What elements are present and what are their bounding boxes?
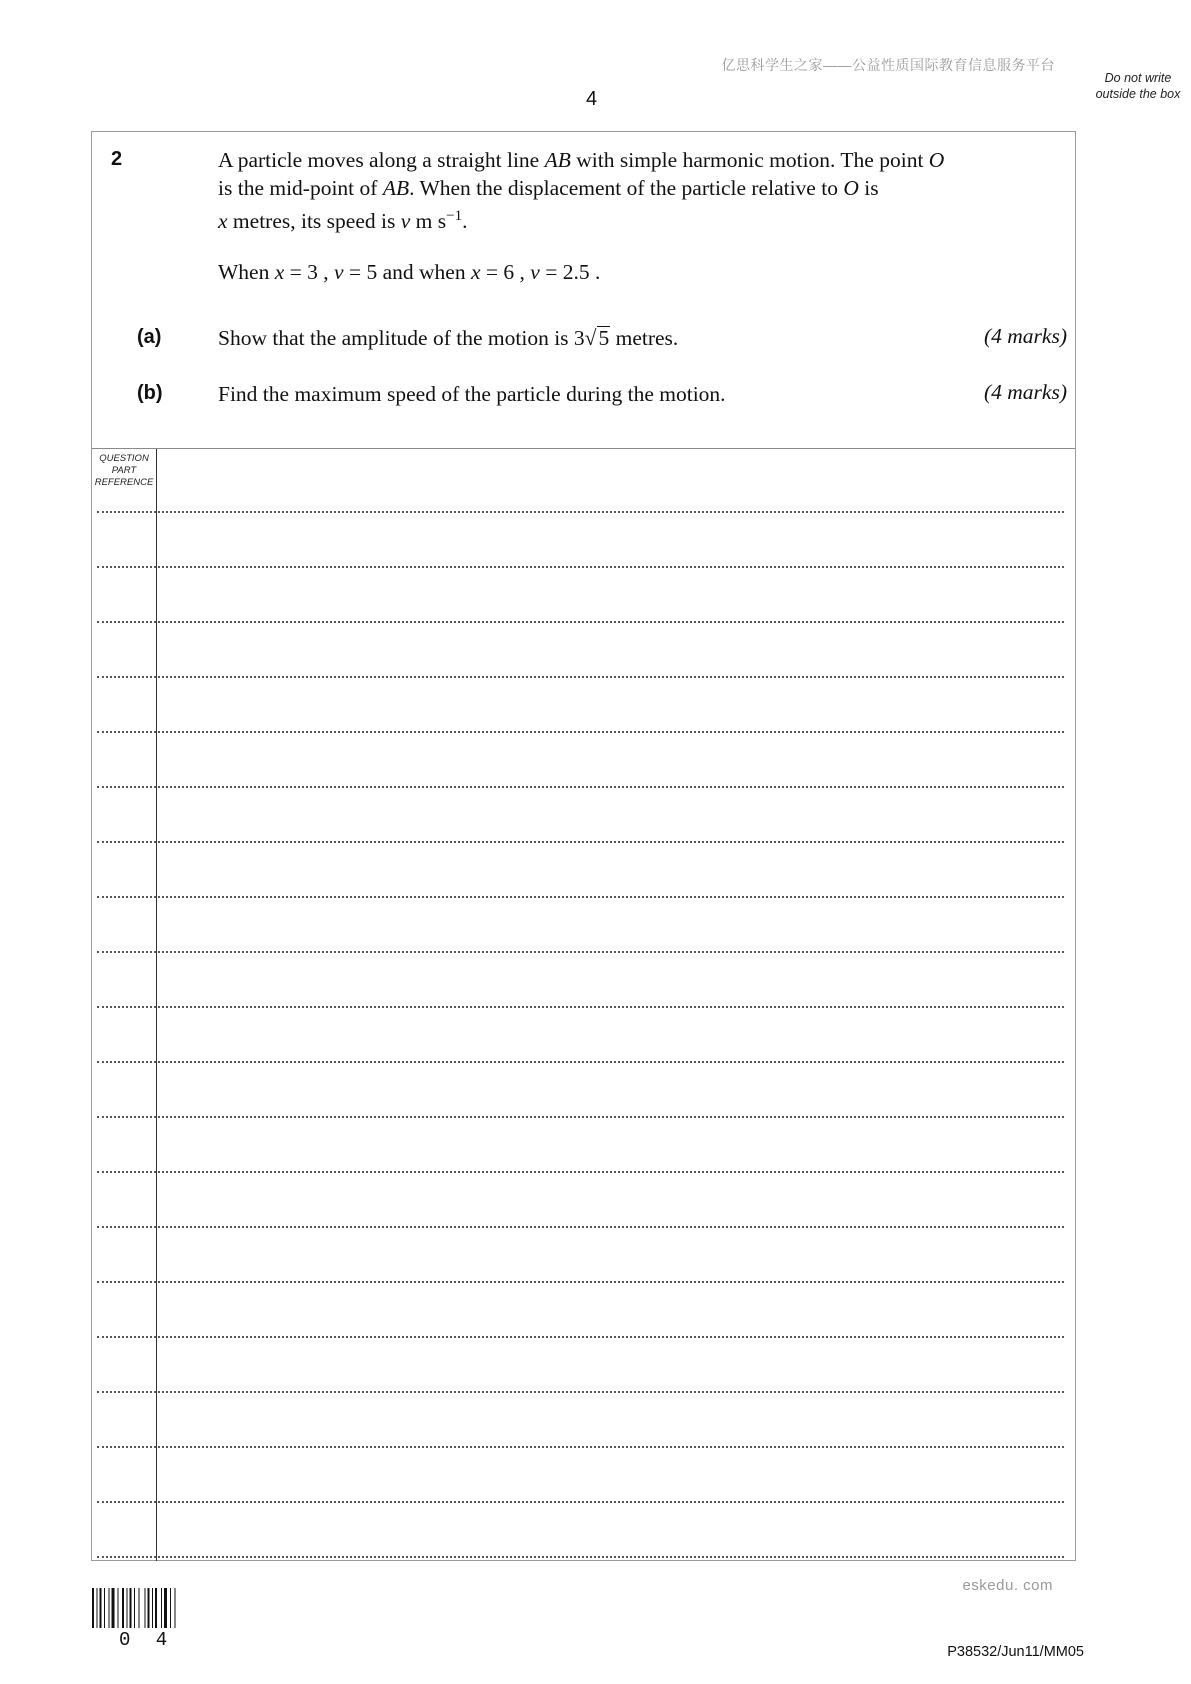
reference-column-divider <box>156 449 157 1561</box>
question-stem-line-1: A particle moves along a straight line AB with simple harmonic motion. The point O <box>218 148 945 172</box>
barcode-bar <box>152 1588 153 1628</box>
question-box <box>91 131 1076 1561</box>
answer-line[interactable] <box>97 621 1064 623</box>
barcode-bar <box>175 1588 176 1628</box>
barcode-bar <box>127 1588 128 1628</box>
barcode-bar <box>122 1588 124 1628</box>
barcode-bar <box>155 1588 157 1628</box>
answer-line[interactable] <box>97 1061 1064 1063</box>
watermark-text: 亿思科学生之家——公益性质国际教育信息服务平台 <box>721 57 1055 73</box>
part-b-marks: (4 marks) <box>984 380 1067 404</box>
part-a-text: Show that the amplitude of the motion is 3√5 metres. <box>218 326 679 350</box>
question-area <box>92 132 1075 449</box>
answer-line[interactable] <box>97 951 1064 953</box>
question-part-reference-header: QUESTION PART REFERENCE <box>94 453 154 488</box>
answer-area[interactable] <box>92 449 1075 1561</box>
page-number: 4 <box>586 88 598 110</box>
barcode-bar <box>145 1588 146 1628</box>
barcode-bar <box>139 1588 140 1628</box>
answer-line[interactable] <box>97 1446 1064 1448</box>
question-stem-line-2: is the mid-point of AB. When the displacement of the particle relative to O is <box>218 176 879 200</box>
barcode-bar <box>104 1588 105 1628</box>
answer-line[interactable] <box>97 896 1064 898</box>
barcode-bar <box>134 1588 135 1628</box>
answer-line[interactable] <box>97 786 1064 788</box>
margin-note: Do not write outside the box <box>1095 71 1181 101</box>
part-b-text: Find the maximum speed of the particle during the motion. <box>218 382 726 406</box>
barcode-bar <box>164 1588 167 1628</box>
part-b-label: (b) <box>137 382 163 404</box>
barcode-bar <box>170 1588 171 1628</box>
barcode-bar <box>148 1588 150 1628</box>
site-watermark: eskedu. com <box>962 1577 1053 1594</box>
answer-line[interactable] <box>97 511 1064 513</box>
part-a-label: (a) <box>137 326 162 348</box>
answer-line[interactable] <box>97 566 1064 568</box>
answer-line[interactable] <box>97 1281 1064 1283</box>
answer-line[interactable] <box>97 1226 1064 1228</box>
answer-line[interactable] <box>97 1501 1064 1503</box>
barcode-bar <box>109 1588 110 1628</box>
barcode-bar <box>100 1588 102 1628</box>
barcode-bar <box>161 1588 162 1628</box>
answer-line[interactable] <box>97 1116 1064 1118</box>
paper-reference: P38532/Jun11/MM05 <box>947 1644 1084 1660</box>
answer-line[interactable] <box>97 1336 1064 1338</box>
answer-line[interactable] <box>97 1391 1064 1393</box>
barcode-bar <box>118 1588 119 1628</box>
barcode-digits: 0 4 <box>119 1629 175 1651</box>
answer-line[interactable] <box>97 1171 1064 1173</box>
question-stem-line-3: x metres, its speed is v m $s^{-1}$. <box>218 208 468 234</box>
barcode-bar <box>130 1588 132 1628</box>
answer-line[interactable] <box>97 1556 1064 1558</box>
question-condition: When x = 3 , v = 5 and when x = 6 , v = 2.5 . <box>218 260 601 284</box>
answer-line[interactable] <box>97 676 1064 678</box>
part-a-marks: (4 marks) <box>984 324 1067 348</box>
barcode <box>92 1588 194 1628</box>
barcode-bar <box>92 1588 94 1628</box>
answer-line[interactable] <box>97 841 1064 843</box>
answer-line[interactable] <box>97 1006 1064 1008</box>
question-number: 2 <box>111 148 123 170</box>
barcode-bar <box>112 1588 115 1628</box>
answer-line[interactable] <box>97 731 1064 733</box>
barcode-bar <box>97 1588 98 1628</box>
